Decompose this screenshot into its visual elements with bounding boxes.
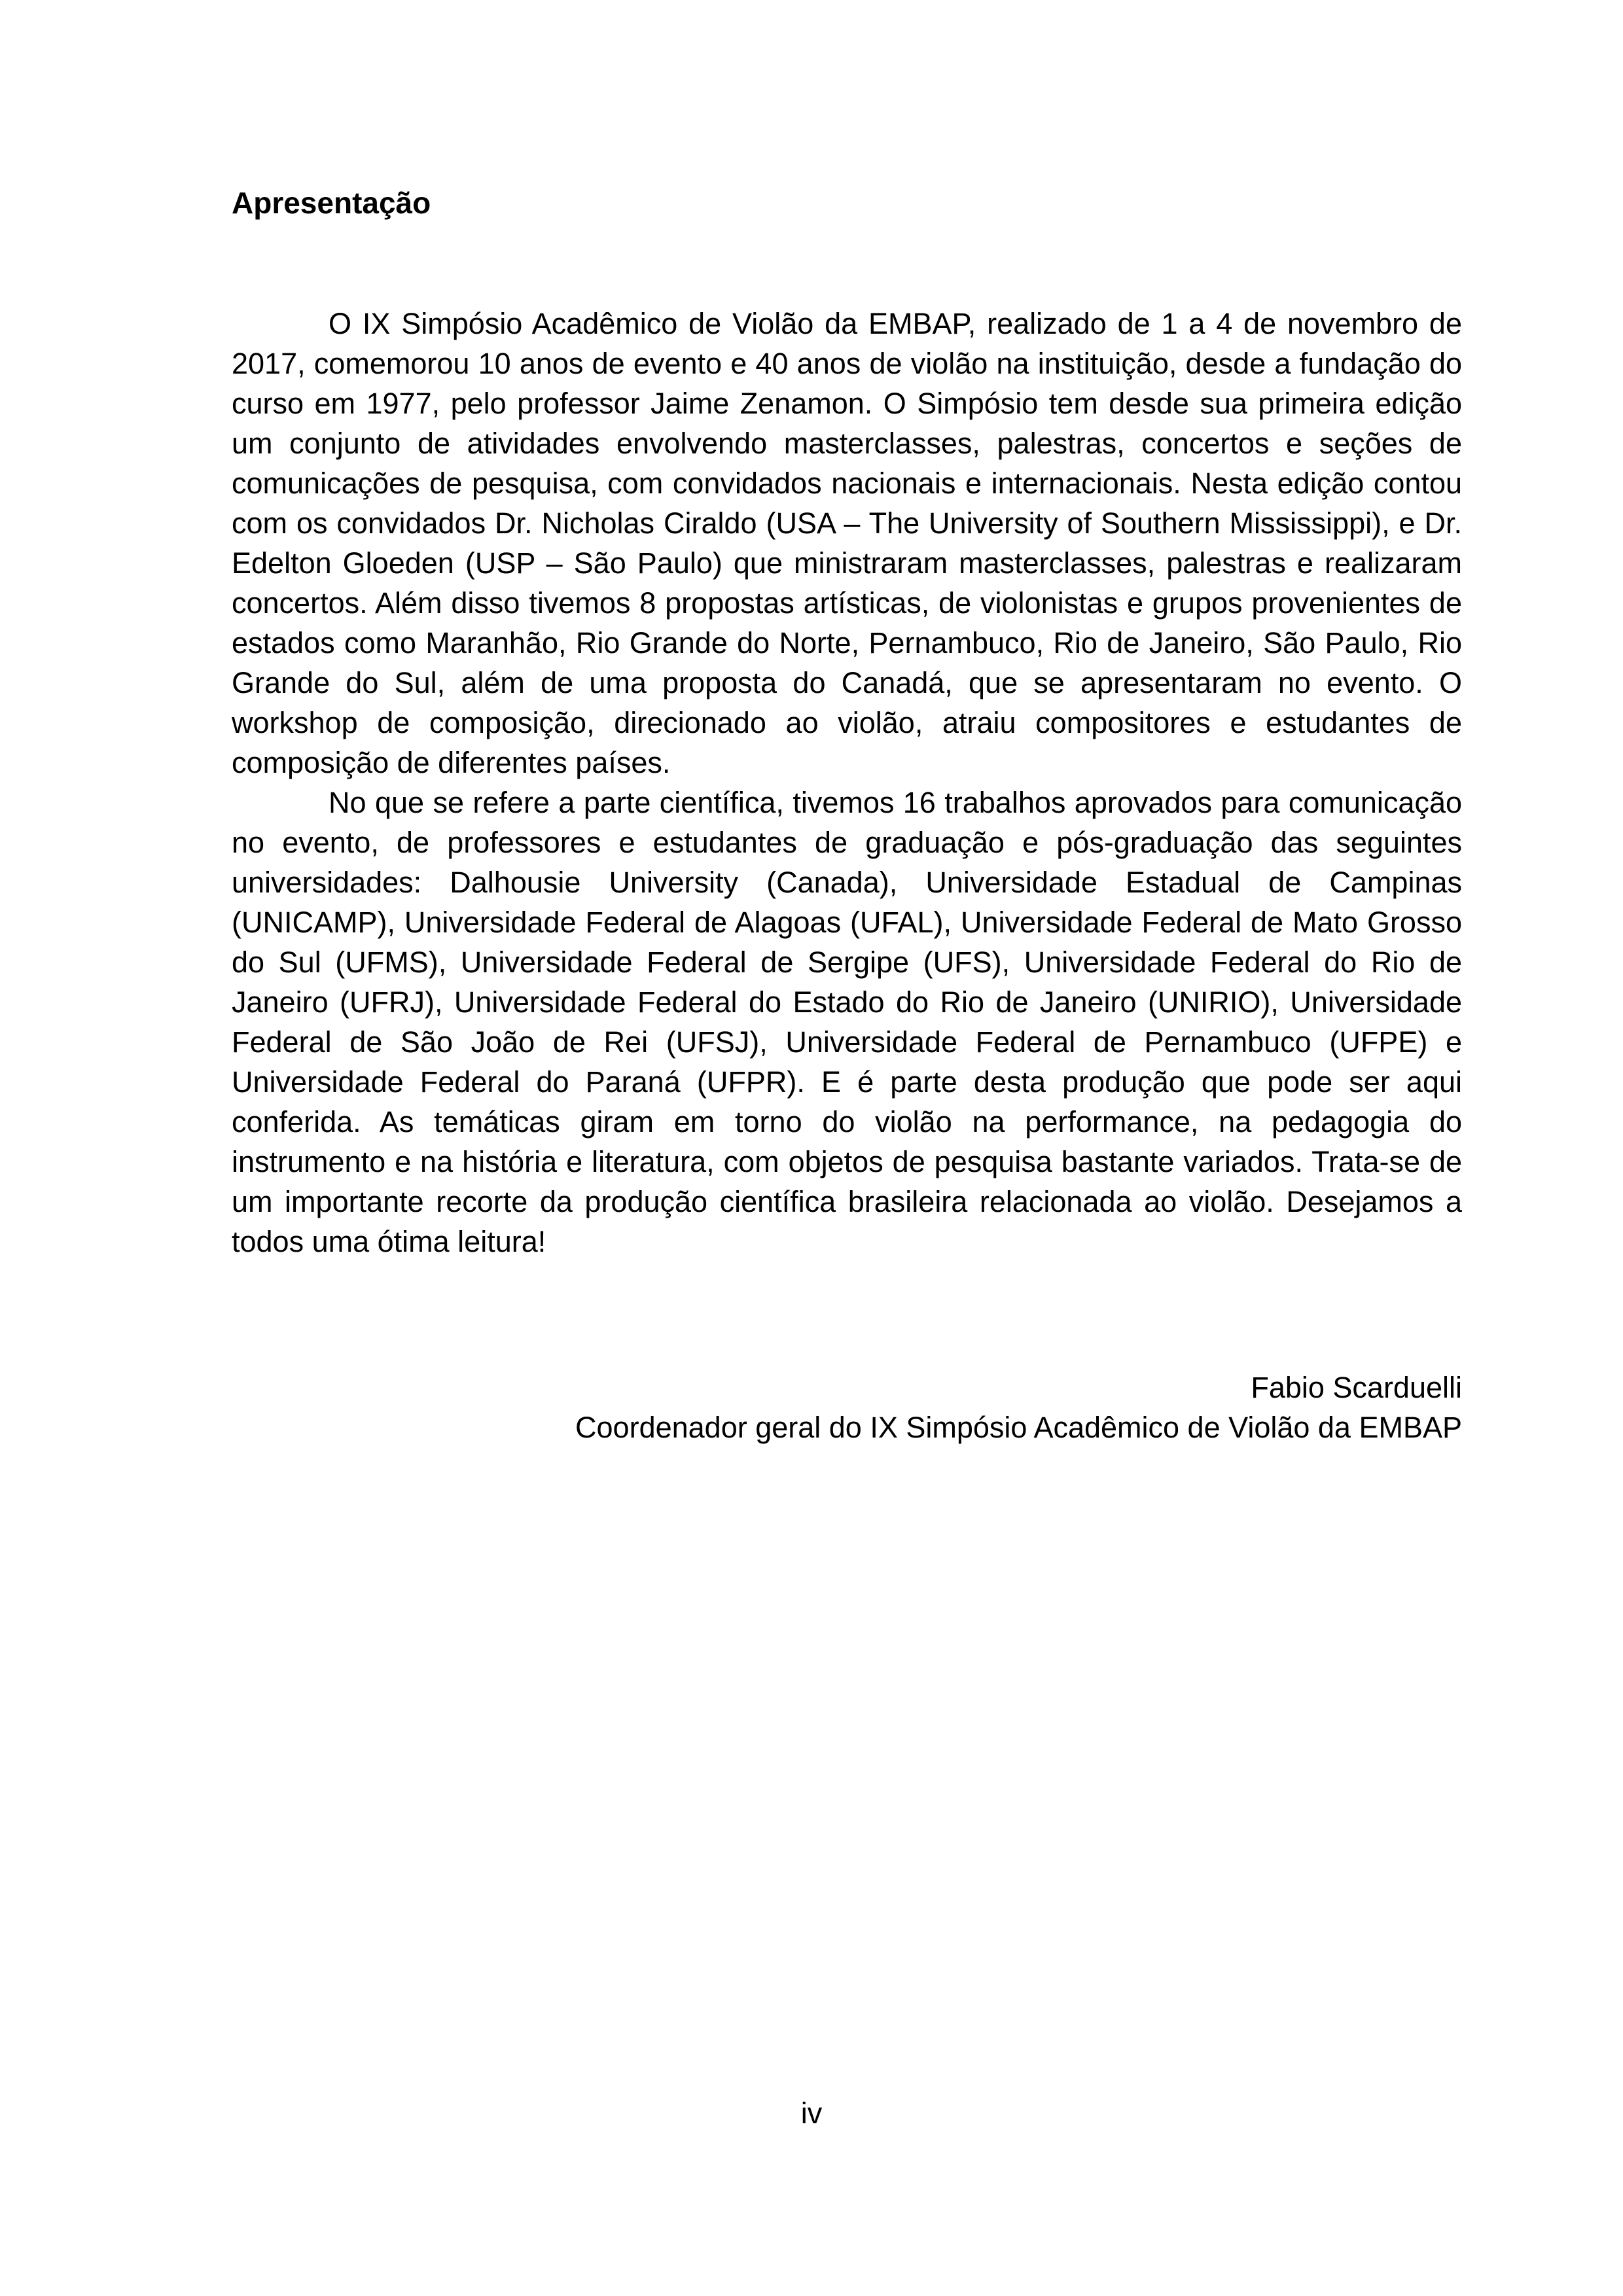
page-number: iv (800, 2096, 823, 2130)
page-heading: Apresentação (232, 186, 431, 220)
paragraph-1: O IX Simpósio Acadêmico de Violão da EMBAP, realizado de 1 a 4 de novembro de 2017, comemorou 10 anos de evento e 40 anos de violão na instituição, desde a fundação do curso em 1977, pelo professor Jaime Zenamon. O Simpósio tem desde sua primeira edição um conjunto de atividades envolvendo masterclasses, palestras, concertos e seções de comunicações de pesquisa, com convidados nacionais e internacionais. Nesta edição contou com os convidados Dr. Nicholas Ciraldo (USA – The University of Southern Mississippi), e Dr. Edelton Gloeden (USP – São Paulo) que ministraram masterclasses, palestras e realizaram concertos. Além disso tivemos 8 propostas artísticas, de violonistas e grupos provenientes de estados como Maranhão, Rio Grande do Norte, Pernambuco, Rio de Janeiro, São Paulo, Rio Grande do Sul, além de uma proposta do Canadá, que se apresentaram no evento. O workshop de composição, direcionado ao violão, atraiu compositores e estudantes de composição de diferentes países. (232, 307, 1462, 779)
paragraph-2: No que se refere a parte científica, tivemos 16 trabalhos aprovados para comunicação no evento, de professores e estudantes de graduação e pós-graduação das seguintes universidades: Dalhousie University (Canada), Universidade Estadual de Campinas (UNICAMP), Universidade Federal de Alagoas (UFAL), Universidade Federal de Mato Grosso do Sul (UFMS), Universidade Federal de Sergipe (UFS), Universidade Federal do Rio de Janeiro (UFRJ), Universidade Federal do Estado do Rio de Janeiro (UNIRIO), Universidade Federal de São João de Rei (UFSJ), Universidade Federal de Pernambuco (UFPE) e Universidade Federal do Paraná (UFPR). E é parte desta produção que pode ser aqui conferida. As temáticas giram em torno do violão na performance, na pedagogia do instrumento e na história e literatura, com objetos de pesquisa bastante variados. Trata-se de um importante recorte da produção científica brasileira relacionada ao violão. Desejamos a todos uma ótima leitura! (232, 786, 1462, 1258)
signature-name: Fabio Scarduelli (1251, 1371, 1462, 1404)
body-text (232, 304, 1462, 1262)
signature-block (575, 1368, 1462, 1447)
signature-role: Coordenador geral do IX Simpósio Acadêmico de Violão da EMBAP (575, 1411, 1462, 1444)
